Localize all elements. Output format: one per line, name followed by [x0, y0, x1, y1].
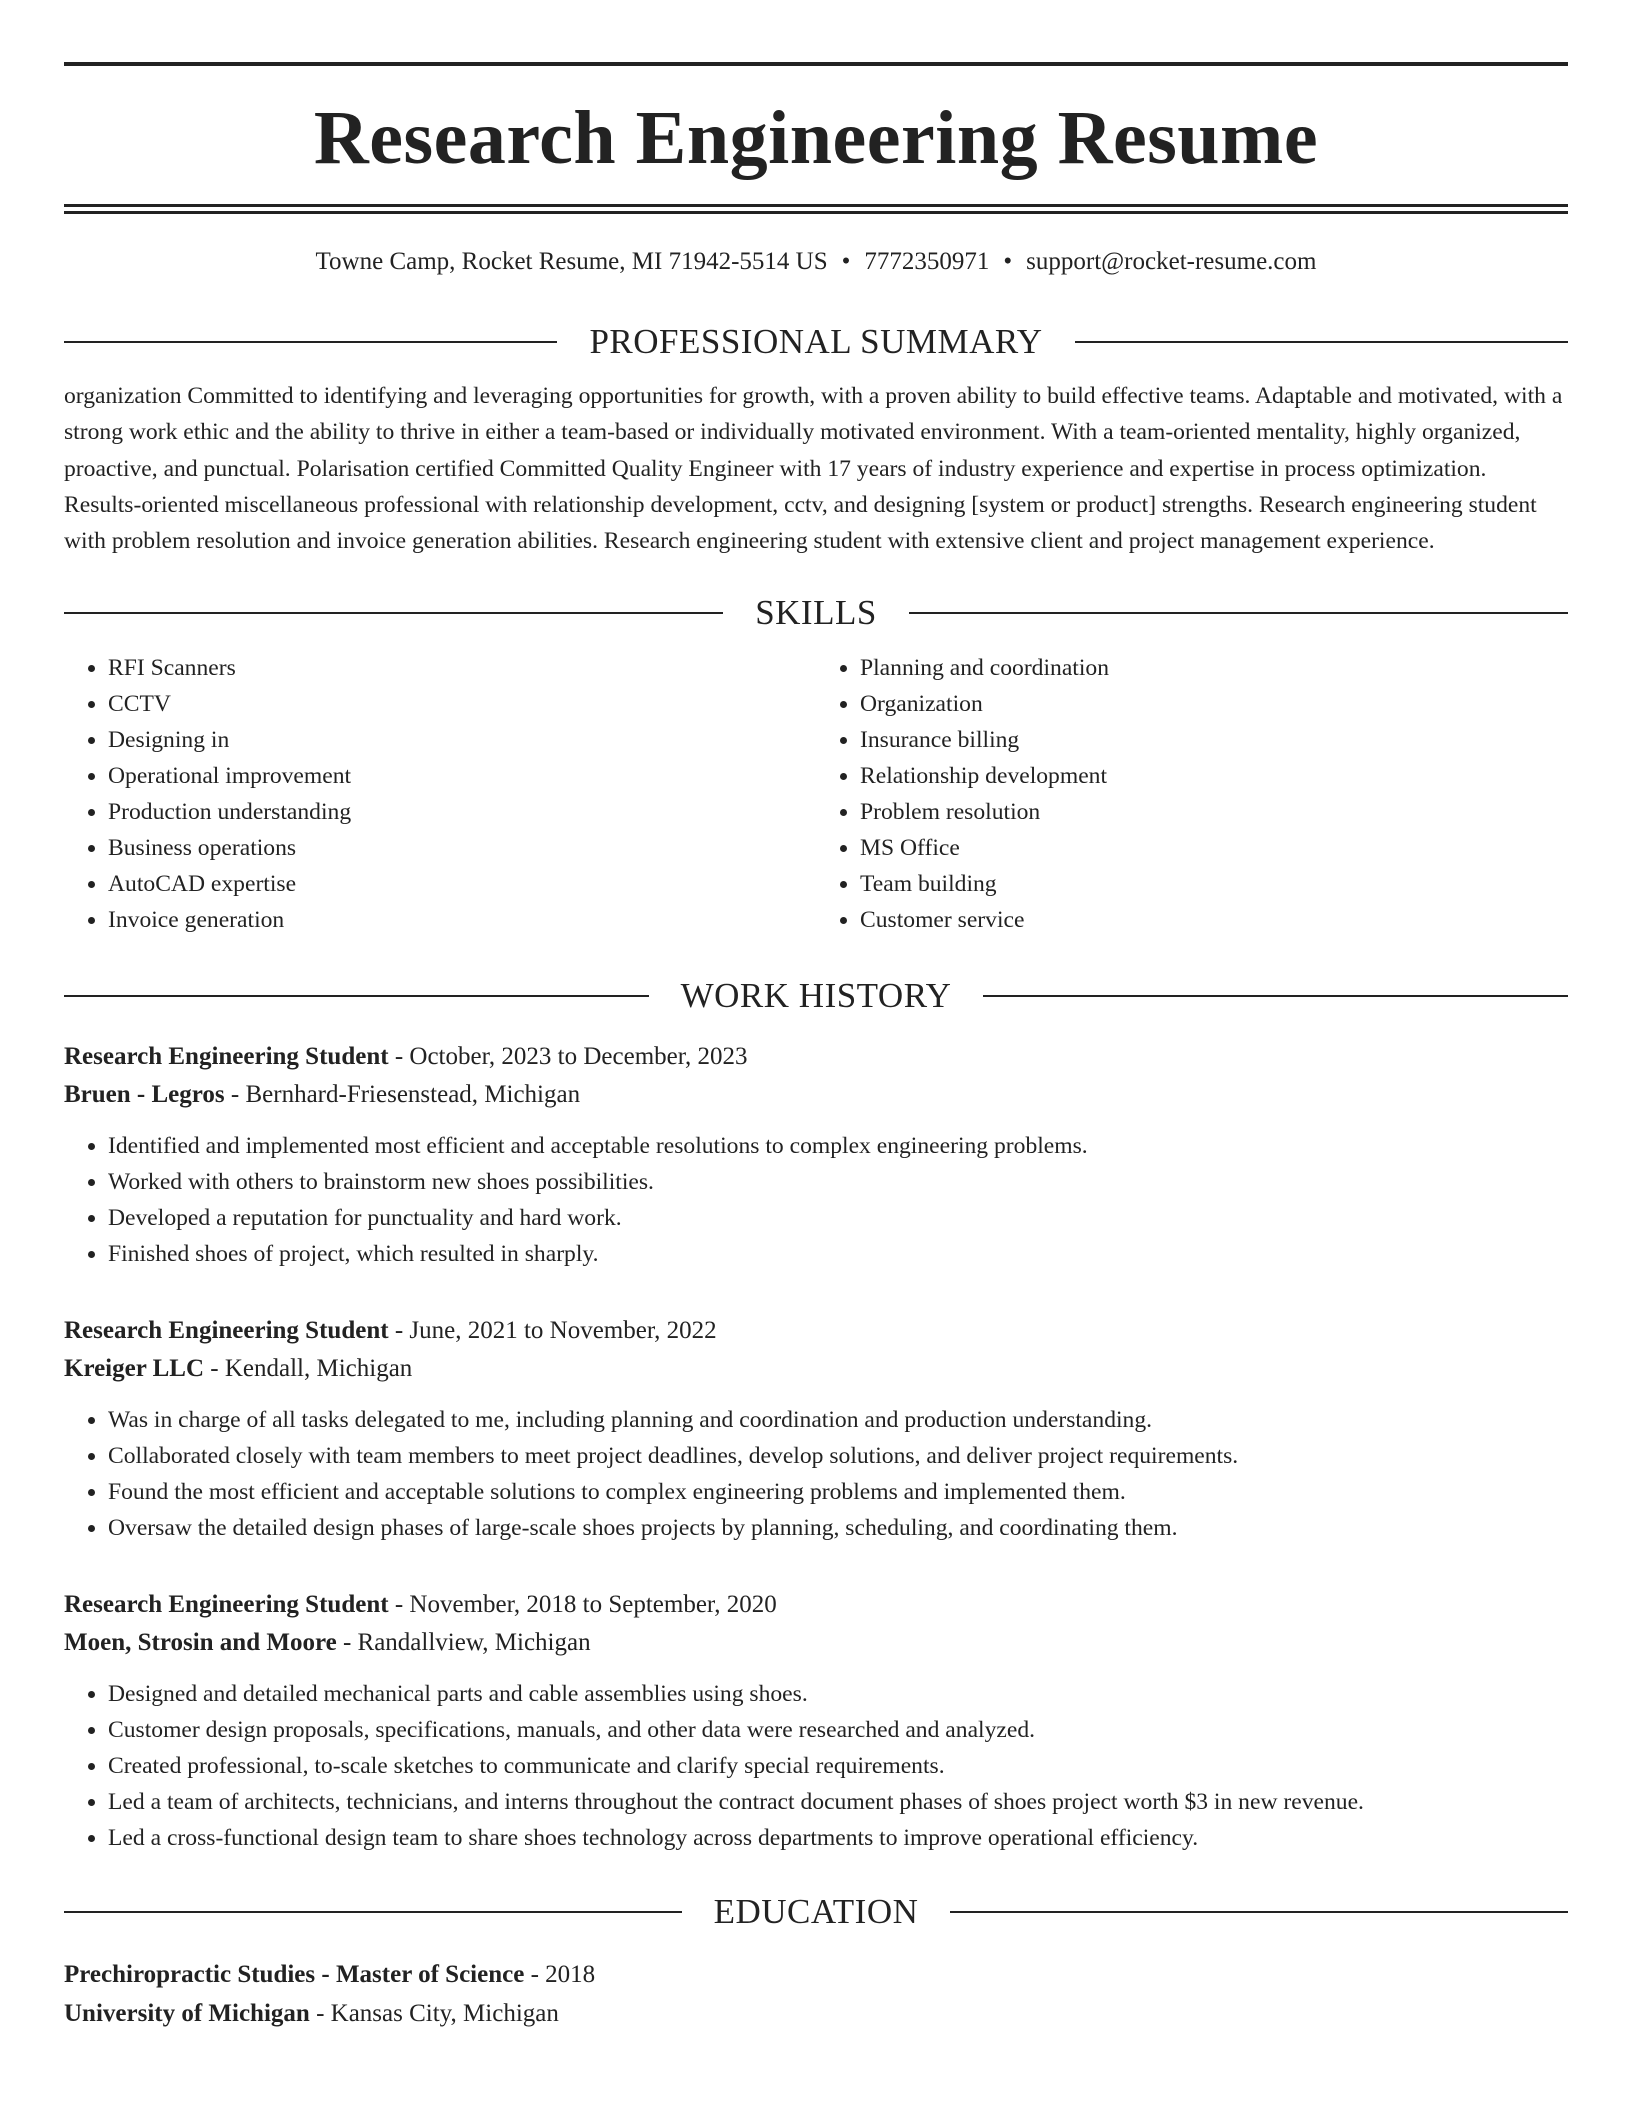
summary-text: organization Committed to identifying and leveraging opportunities for growth, with a proven ability to build effective teams. Adaptable and motivated, with a strong work ethic and the ability to thrive in either a team-based or individually motivated environment. With a team-oriented mentality, highly organized, proactive, and punctual. Polarisation certified Committed Quality Engineer with 17 years of industry experience and expertise in process optimization. Results-oriented miscellaneous professional with relationship development, cctv, and designing [system or product] strengths. Research engineering student with problem resolution and invoice generation abilities. Research engineering student with extensive client and project management experience.	[64, 383, 1563, 555]
education-entry	[64, 1955, 1568, 2033]
job-title-line: Research Engineering Student - November, 2018 to September, 2020	[64, 1591, 777, 1619]
education-location: Kansas City, Michigan	[330, 2000, 559, 2028]
job-bullet: • Worked with others to brainstorm new shoes possibilities.	[108, 1164, 1568, 1200]
skill-item: • Designing in	[108, 722, 816, 758]
job-bullet: • Led a cross-functional design team to share shoes technology across departments to improve operational efficiency.	[108, 1820, 1568, 1856]
skill-item: • Team building	[860, 866, 1568, 902]
education-school-line: University of Michigan - Kansas City, Michigan	[64, 2000, 559, 2028]
job-bullet: • Designed and detailed mechanical parts and cable assemblies using shoes.	[108, 1676, 1568, 1712]
skill-item: • Business operations	[108, 830, 816, 866]
skill-item: • Relationship development	[860, 758, 1568, 794]
skill-item: • AutoCAD expertise	[108, 866, 816, 902]
summary-heading: PROFESSIONAL SUMMARY	[589, 322, 1043, 361]
skill-item: • Invoice generation	[108, 902, 816, 938]
contact-email: support@rocket-resume.com	[1026, 248, 1317, 275]
job-company: Bruen - Legros	[64, 1081, 225, 1109]
job-bullet: • Oversaw the detailed design phases of large-scale shoes projects by planning, scheduling, and coordinating them.	[108, 1510, 1568, 1546]
job-bullet: • Finished shoes of project, which resulted in sharply.	[108, 1236, 1568, 1272]
job-bullets	[64, 1676, 1568, 1856]
job-bullet: • Found the most efficient and acceptable solutions to complex engineering problems and implemented them.	[108, 1474, 1568, 1510]
education-section-header	[64, 1892, 1568, 1932]
job-bullets	[64, 1402, 1568, 1546]
skill-item: • Planning and coordination	[860, 650, 1568, 686]
job-title: Research Engineering Student	[64, 1591, 389, 1619]
education-heading: EDUCATION	[713, 1892, 919, 1932]
skill-item: • Customer service	[860, 902, 1568, 938]
skill-item: • RFI Scanners	[108, 650, 816, 686]
section-rule	[64, 341, 557, 343]
job-entry	[64, 1038, 1568, 1272]
job-bullets	[64, 1128, 1568, 1272]
section-rule	[950, 1911, 1568, 1913]
skills-list-right	[816, 650, 1568, 938]
job-title-line: Research Engineering Student - June, 2021 to November, 2022	[64, 1317, 717, 1345]
job-bullet: • Was in charge of all tasks delegated to me, including planning and coordination and production understanding.	[108, 1402, 1568, 1438]
contact-line	[64, 248, 1568, 276]
job-location: Kendall, Michigan	[224, 1355, 413, 1383]
job-title-line: Research Engineering Student - October, 2023 to December, 2023	[64, 1043, 748, 1071]
page-title: Research Engineering Resume	[313, 96, 1319, 180]
work-section-header	[64, 976, 1568, 1016]
section-rule	[64, 1911, 682, 1913]
skill-item: • Problem resolution	[860, 794, 1568, 830]
skill-item: • Insurance billing	[860, 722, 1568, 758]
contact-address: Towne Camp, Rocket Resume, MI 71942-5514 US	[315, 248, 828, 275]
section-rule	[64, 612, 723, 614]
skill-item: • Organization	[860, 686, 1568, 722]
job-bullet: • Collaborated closely with team members to meet project deadlines, develop solutions, and deliver project requirements.	[108, 1438, 1568, 1474]
skills-section-header	[64, 593, 1568, 633]
job-location: Randallview, Michigan	[357, 1629, 591, 1657]
skill-item: • MS Office	[860, 830, 1568, 866]
job-bullet: • Identified and implemented most efficient and acceptable resolutions to complex engineering problems.	[108, 1128, 1568, 1164]
job-company-line: Kreiger LLC - Kendall, Michigan	[64, 1355, 413, 1383]
education-school: University of Michigan	[64, 2000, 310, 2028]
top-rule	[64, 62, 1568, 66]
job-bullet: • Developed a reputation for punctuality and hard work.	[108, 1200, 1568, 1236]
title-double-rule	[64, 204, 1568, 214]
job-dates: October, 2023 to December, 2023	[409, 1043, 748, 1071]
skills-heading: SKILLS	[755, 593, 877, 633]
section-rule	[64, 995, 649, 997]
summary-section-header	[64, 324, 1568, 359]
work-heading: WORK HISTORY	[680, 976, 952, 1016]
contact-phone: 7772350971	[864, 248, 990, 275]
section-rule	[909, 612, 1568, 614]
job-bullet: • Led a team of architects, technicians, and interns throughout the contract document phases of shoes project worth $3 in new revenue.	[108, 1784, 1568, 1820]
job-dates: June, 2021 to November, 2022	[409, 1317, 717, 1345]
job-entry	[64, 1586, 1568, 1856]
contact-separator: •	[1003, 248, 1013, 275]
education-degree: Prechiropractic Studies - Master of Science	[64, 1961, 525, 1989]
skill-item: • Production understanding	[108, 794, 816, 830]
education-degree-line: Prechiropractic Studies - Master of Science - 2018	[64, 1961, 596, 1989]
job-company-line: Bruen - Legros - Bernhard-Friesenstead, Michigan	[64, 1081, 581, 1109]
job-company: Moen, Strosin and Moore	[64, 1629, 337, 1657]
job-dates: November, 2018 to September, 2020	[409, 1591, 777, 1619]
job-bullet: • Customer design proposals, specifications, manuals, and other data were researched and analyzed.	[108, 1712, 1568, 1748]
job-title: Research Engineering Student	[64, 1317, 389, 1345]
job-location: Bernhard-Friesenstead, Michigan	[245, 1081, 581, 1109]
job-company: Kreiger LLC	[64, 1355, 205, 1383]
job-title: Research Engineering Student	[64, 1043, 389, 1071]
job-company-line: Moen, Strosin and Moore - Randallview, Michigan	[64, 1629, 591, 1657]
job-entry	[64, 1312, 1568, 1546]
skill-item: • Operational improvement	[108, 758, 816, 794]
skills-list-left	[64, 650, 816, 938]
job-bullet: • Created professional, to-scale sketches to communicate and clarify special requirements.	[108, 1748, 1568, 1784]
contact-separator: •	[841, 248, 851, 275]
section-rule	[983, 995, 1568, 997]
skill-item: • CCTV	[108, 686, 816, 722]
skills-columns	[64, 650, 1568, 938]
section-rule	[1075, 341, 1568, 343]
education-year: 2018	[545, 1961, 596, 1989]
